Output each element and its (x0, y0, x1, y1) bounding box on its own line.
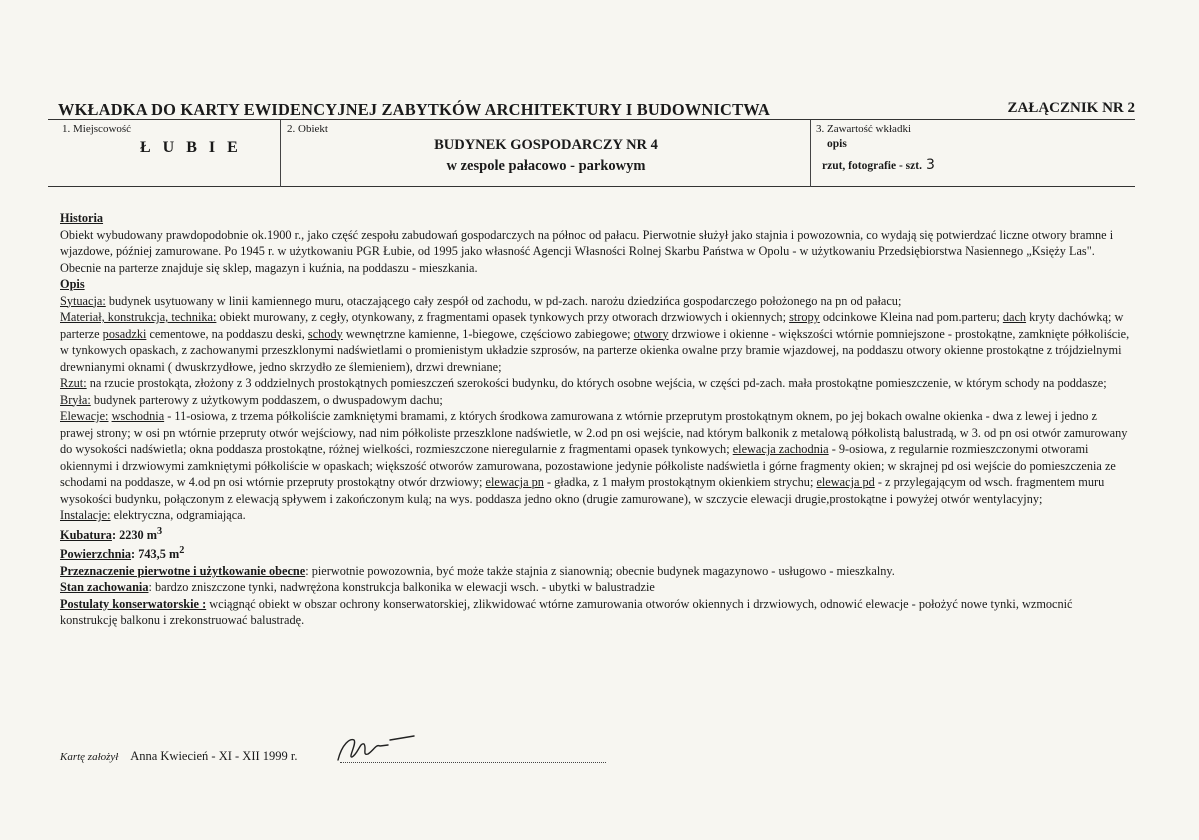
instalacje-label: Instalacje: (60, 508, 111, 522)
material-text-5: wewnętrzne kamienne, 1-biegowe, częściowo zabiegowe; (342, 326, 634, 341)
handwritten-signature (330, 730, 420, 764)
material-text-6: drzwiowe i okienne - większości wtórnie pomniejszone - prostokątne, zamknięte półkoliście, w tynkowych opaskach, z zachowanymi przeszklonymi nadświetlami o promienistym układzie szprosów, na parterze okienka owalne przy bramie wjazdowej, na poddaszu otwory okienne prostokątne z trójdzielnymi drewnianymi oknami ( dwuskrzydłowe, jedno skrzydło ze ślemieniem), drzwi drewniane; (60, 326, 1130, 374)
form-header (58, 100, 1135, 120)
sytuacja-text: budynek usytuowany w linii kamiennego muru, otaczającego cały zespół od zachodu, w pd-zach. narożu dziedzińca gospodarczego położonego na pn od pałacu; (105, 293, 902, 308)
elewacja-pd-label: elewacja pd (816, 475, 875, 489)
card-author (60, 749, 298, 764)
material-paragraph (60, 309, 1132, 375)
sytuacja-label: Sytuacja: (60, 293, 106, 308)
postulaty-text: wciągnąć obiekt w obszar ochrony konserwatorskiej, zlikwidować wtórne zamurowania otworów okiennych i drzwiowych, odnowić elewacje - położyć nowe tynki, wzmocnić konstrukcję balkonu i zrekonstruować balustradę. (60, 596, 1073, 628)
instalacje-text: elektryczna, odgramiająca. (110, 508, 246, 522)
contents-description: opis (827, 138, 847, 150)
kubatura-paragraph (60, 524, 1132, 544)
material-text-3: kryty dachówką; w parterze (60, 310, 1124, 341)
historia-text: Obiekt wybudowany prawdopodobnie ok.1900 r., jako część zespołu zabudowań gospodarczych na północ od pałacu. Pierwotnie służył jako stajnia i powozownia, co wydają się potwierdzać liczne otwory bramne i wjazdowe, później zamurowane. Po 1945 r. w użytkowaniu PGR Łubie, od 1995 jako własność Agencji Własności Rolnej Skarbu Państwa w Opolu - w użytkowaniu Przedsiębiorstwa Nasiennego „Księży Las". Obecnie na parterze znajduje się sklep, magazyn i kuźnia, na poddaszu - mieszkania. (60, 227, 1114, 275)
opis-heading: Opis (60, 277, 85, 291)
elewacja-wschodnia-label: wschodnia (111, 409, 165, 423)
powierzchnia-value: : 743,5 m (131, 547, 180, 562)
stan-text: : bardzo zniszczone tynki, nadwrężona konstrukcja balkonika w elewacji wsch. - ubytki w balustradzie (148, 580, 655, 595)
schody-label: schody (307, 326, 343, 341)
posadzki-label: posadzki (102, 326, 147, 341)
material-text-2: odcinkowe Kleina nad pom.parteru; (819, 310, 1003, 324)
dach-label: dach (1002, 310, 1027, 324)
header-top-rule (48, 119, 1135, 120)
powierzchnia-unit: 2 (179, 545, 185, 557)
przeznaczenie-text: : pierwotnie powozownia, być może także stajnia z sianownią; obecnie budynek magazynowo - usługowo - mieszkalny. (305, 563, 895, 578)
rzut-text: na rzucie prostokąta, złożony z 3 oddzielnych prostokątnych pomieszczeń szerokości budynku, do których osobne wejścia, w części pd-zach. mała prostokątne pomieszczenie, w którym schody na poddasze; (86, 376, 1107, 390)
attachment-number: ZAŁĄCZNIK NR 2 (1007, 100, 1135, 116)
elewacje-text-2: - 9-osiowa, z regularnie rozmieszczonymi otworami okiennymi i drzwiowymi zamkniętymi półkoliście w opaskach; większość otworów zamurowana, pozostawione jedynie półkoliste nadświetla i górne fragmenty okien; w skrajnej pd osi wejście do pomieszczenia ze schodami na poddasze, w 4.od pn osi wtórnie przepruty prostokątny otwór drzwiowy; (60, 442, 1116, 489)
stan-label: Stan zachowania (60, 580, 149, 595)
author-name: Anna Kwiecień - XI - XII 1999 r. (130, 749, 298, 763)
przeznaczenie-paragraph (60, 563, 1132, 580)
elewacje-text-4: - z przylegającym od wsch. fragmentem muru wysokości budynku, połączonym z elewacją spływem i zakończonym kulą; na wys. poddasza jedno okno (drugie zamurowane), w szczycie elewacji drugie,prostokątne i powyżej otwór wentylacyjny; (60, 475, 1105, 506)
elewacje-text-3: - gładka, z 1 małym prostokątnym okienkiem strychu; (543, 475, 817, 489)
bryla-text: budynek parterowy z użytkowym poddaszem, o dwuspadowym dachu; (90, 392, 443, 407)
instalacje-paragraph (60, 507, 1132, 524)
cell-divider-2 (810, 120, 811, 187)
rzut-label: Rzut: (60, 376, 87, 390)
powierzchnia-label: Powierzchnia (60, 547, 132, 562)
historia-heading: Historia (60, 211, 104, 225)
header-bottom-rule (48, 186, 1135, 187)
object-name: BUDYNEK GOSPODARCZY NR 4 (434, 137, 658, 153)
contents-photos-label: rzut, fotografie - szt. (822, 160, 922, 172)
object-label: 2. Obiekt (287, 123, 328, 135)
form-title: WKŁADKA DO KARTY EWIDENCYJNEJ ZABYTKÓW ARCHITEKTURY I BUDOWNICTWA (58, 100, 771, 119)
document-body (60, 210, 1132, 629)
elewacje-label: Elewacje: (60, 409, 109, 423)
bryla-label: Bryła: (60, 392, 91, 407)
kubatura-value: : 2230 m (111, 527, 158, 542)
postulaty-paragraph (60, 596, 1132, 629)
object-context: w zespole pałacowo - parkowym (446, 158, 646, 174)
bryla-paragraph (60, 392, 1132, 409)
material-text-4: cementowe, na poddaszu deski, (146, 326, 308, 341)
kubatura-unit: 3 (157, 525, 163, 537)
rzut-paragraph (60, 375, 1132, 392)
material-text-1: obiekt murowany, z cegły, otynkowany, z fragmentami opasek tynkowych przy otworach drzwiowych i okiennych; (216, 310, 790, 324)
postulaty-label: Postulaty konserwatorskie : (60, 596, 207, 611)
przeznaczenie-label: Przeznaczenie pierwotne i użytkowanie obecne (60, 563, 306, 578)
contents-photos (822, 157, 935, 173)
cell-divider-1 (280, 120, 281, 187)
stropy-label: stropy (789, 310, 820, 324)
powierzchnia-paragraph (60, 543, 1132, 563)
elewacje-paragraph (60, 408, 1132, 507)
elewacja-pn-label: elewacja pn (485, 475, 544, 489)
place-value: Ł U B I E (140, 139, 242, 156)
sytuacja-paragraph (60, 293, 1132, 310)
material-label: Materiał, konstrukcja, technika: (60, 310, 217, 324)
otwory-label: otwory (633, 326, 669, 341)
contents-label: 3. Zawartość wkładki (816, 123, 911, 135)
place-label: 1. Miejscowość (62, 123, 132, 135)
elewacja-zachodnia-label: elewacja zachodnia (732, 442, 829, 456)
stan-paragraph (60, 579, 1132, 596)
author-label: Kartę założył (60, 751, 119, 763)
elewacje-text-1: - 11-osiowa, z trzema półkoliście zamkniętymi bramami, z których środkowa zamurowana z wtórnie przeprutym prostokątnym oknem, po jej bokach owalne okienka - dwa z lewej i jedno z prawej strony; w osi pn wtórnie przepruty otwór wejściowy, nad nim półkoliste przeszklone nadświetle, w 2.od pn osi wejście, nad którym balkonik z metalową półkolistą balustradą, w 3. od pn osi otwór zamurowany do wysokości nadświetla; okna poddasza prostokątne, różnej wielkości, rozmieszczone nieregularnie z fragmentami opasek tynkowych; (60, 409, 1128, 456)
kubatura-label: Kubatura (60, 527, 112, 542)
contents-photos-count: 3 (925, 157, 935, 173)
